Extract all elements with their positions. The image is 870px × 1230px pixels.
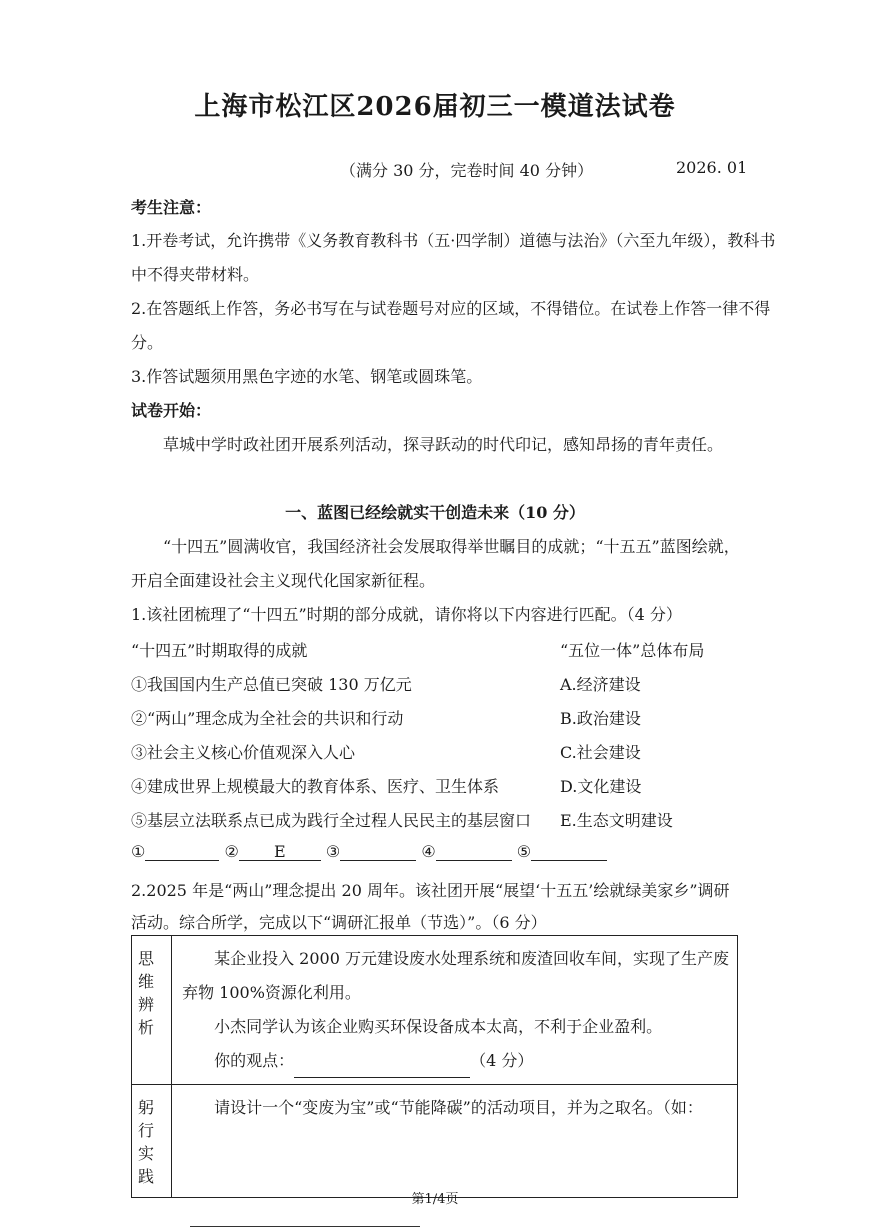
page-number: 第1/4页 <box>411 1192 459 1207</box>
case-text: 弃物 100%资源化利用。 <box>182 983 361 1002</box>
achievement-item: ②“两山”理念成为全社会的共识和行动 <box>131 709 404 728</box>
answer-row <box>131 842 607 861</box>
question-2-cont: 活动。综合所学，完成以下“调研汇报单（节选）”。（6 分） <box>131 913 547 932</box>
achievement-item: ①我国国内生产总值已突破 130 万亿元 <box>131 675 412 694</box>
row-label-thinking: 思维辨析 <box>132 936 172 1085</box>
exam-date: 2026. 01 <box>676 158 748 177</box>
layout-option: E.生态文明建设 <box>560 811 673 830</box>
answer-label: ③ <box>325 842 341 861</box>
answer-label: ④ <box>421 842 436 861</box>
answer-blank[interactable] <box>340 842 416 861</box>
notice-line: 1.开卷考试，允许携带《义务教育教科书（五·四学制）道德与法治》（六至九年级），教科书 <box>131 231 776 250</box>
intro-text: 草城中学时政社团开展系列活动，探寻跃动的时代印记，感知昂扬的青年责任。 <box>163 435 724 454</box>
section-heading: 一、蓝图已经绘就实干创造未来（10 分） <box>285 503 585 522</box>
achievement-item: ③社会主义核心价值观深入人心 <box>131 743 356 762</box>
question-2: 2.2025 年是“两山”理念提出 20 周年。该社团开展“展望‘十五五’绘就绿美家乡”调研 <box>131 881 730 900</box>
row-content-thinking <box>172 936 738 1085</box>
answer-label: ① <box>131 842 146 861</box>
section-paragraph: “十四五”圆满收官，我国经济社会发展取得举世瞩目的成就；“十五五”蓝图绘就， <box>163 537 740 556</box>
layout-option: C.社会建设 <box>560 743 641 762</box>
opinion-line <box>182 1044 729 1078</box>
column-header-achievements: “十四五”时期取得的成就 <box>131 641 308 660</box>
column-header-layout: “五位一体”总体布局 <box>560 641 705 660</box>
notice-heading: 考生注意： <box>131 198 212 217</box>
start-heading: 试卷开始： <box>131 401 212 420</box>
practice-text: 请设计一个“变废为宝”或“节能降碳”的活动项目，并为之取名。（如： <box>214 1098 703 1117</box>
section-paragraph: 开启全面建设社会主义现代化国家新征程。 <box>131 571 436 590</box>
notice-line: 分。 <box>131 333 164 352</box>
achievement-item: ④建成世界上规模最大的教育体系、医疗、卫生体系 <box>131 777 500 796</box>
score-label: （4 分） <box>470 1051 534 1070</box>
answer-label: ⑤ <box>516 842 532 861</box>
table-row <box>132 936 738 1085</box>
table-row <box>132 1085 738 1198</box>
case-text: 小杰同学认为该企业购买环保设备成本太高，不利于企业盈利。 <box>214 1017 663 1036</box>
answer-blank[interactable] <box>436 842 512 861</box>
layout-option: A.经济建设 <box>560 675 641 694</box>
report-table <box>131 935 738 1198</box>
question-1: 1.该社团梳理了“十四五”时期的部分成就，请你将以下内容进行匹配。（4 分） <box>131 605 682 624</box>
exam-info: （满分 30 分，完卷时间 40 分钟） <box>340 161 594 180</box>
answer-blank[interactable] <box>531 842 607 861</box>
page-title: 上海市松江区2026届初三一模道法试卷 <box>194 92 676 122</box>
opinion-prompt: 你的观点： <box>214 1051 295 1070</box>
answer-label: ② <box>224 842 239 861</box>
notice-line: 2.在答题纸上作答，务必书写在与试卷题号对应的区域，不得错位。在试卷上作答一律不得 <box>131 299 771 318</box>
answer-blank[interactable] <box>145 842 219 861</box>
row-label-practice: 躬行实践 <box>132 1085 172 1198</box>
achievement-item: ⑤基层立法联系点已成为践行全过程人民民主的基层窗口 <box>131 811 532 830</box>
answer-blank[interactable]: E <box>239 842 321 861</box>
row-content-practice <box>172 1085 738 1198</box>
notice-line: 中不得夹带材料。 <box>131 265 260 284</box>
opinion-blank[interactable] <box>294 1061 470 1078</box>
layout-option: B.政治建设 <box>560 709 641 728</box>
notice-line: 3.作答试题须用黑色字迹的水笔、钢笔或圆珠笔。 <box>131 367 483 386</box>
case-text: 某企业投入 2000 万元建设废水处理系统和废渣回收车间，实现了生产废 <box>214 949 729 968</box>
footer-divider <box>190 1226 420 1227</box>
layout-option: D.文化建设 <box>560 777 642 796</box>
